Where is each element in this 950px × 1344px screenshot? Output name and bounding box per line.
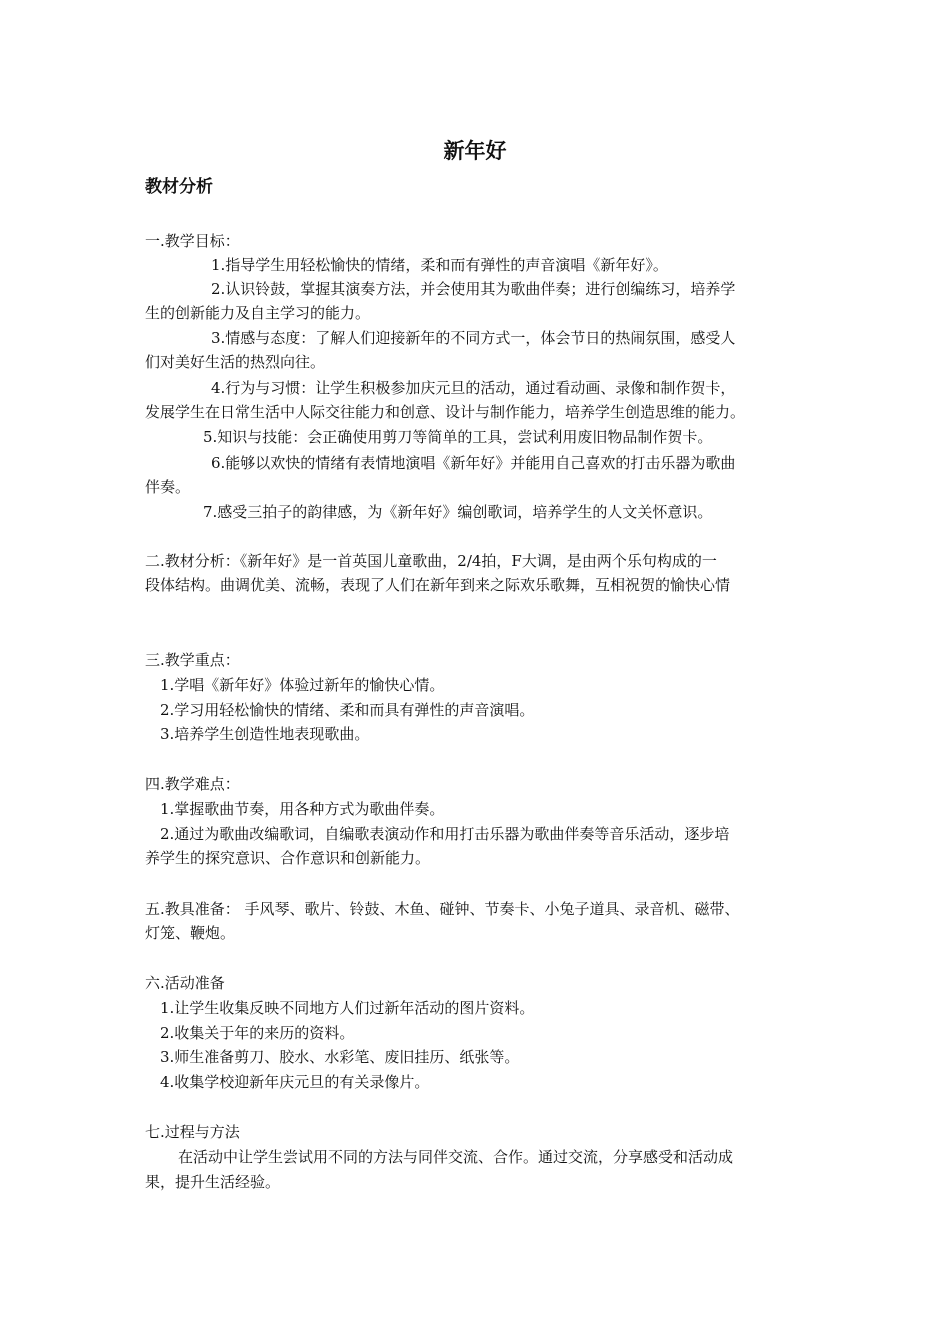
difficulty-line: 2.通过为歌曲改编歌词，自编歌表演动作和用打击乐器为歌曲伴奏等音乐活动，逐步培	[160, 825, 730, 843]
section-heading-process: 七.过程与方法	[145, 1123, 240, 1141]
analysis-line: 二.教材分析：《新年好》是一首英国儿童歌曲，2/4拍，F大调，是由两个乐句构成的一	[145, 552, 717, 570]
difficulty-line: 养学生的探究意识、合作意识和创新能力。	[145, 849, 431, 867]
process-line: 在活动中让学生尝试用不同的方法与同伴交流、合作。通过交流，分享感受和活动成	[178, 1148, 734, 1166]
key-point-item: 3.培养学生创造性地表现歌曲。	[160, 725, 370, 743]
section-heading-key-points: 三.教学重点：	[145, 651, 240, 669]
objective-line: 发展学生在日常生活中人际交往能力和创意、设计与制作能力，培养学生创造思维的能力。	[145, 403, 746, 421]
objective-line: 3.情感与态度：了解人们迎接新年的不同方式一，体会节日的热闹氛围，感受人	[211, 329, 736, 347]
objective-line: 伴奏。	[145, 478, 191, 496]
key-point-item: 1.学唱《新年好》体验过新年的愉快心情。	[160, 676, 445, 694]
difficulty-line: 1.掌握歌曲节奏，用各种方式为歌曲伴奏。	[160, 800, 445, 818]
section-heading-objectives: 一.教学目标：	[145, 232, 240, 250]
materials-line: 灯笼、鞭炮。	[145, 924, 236, 942]
document-title: 新年好	[443, 139, 507, 163]
objective-line: 7.感受三拍子的韵律感，为《新年好》编创歌词，培养学生的人文关怀意识。	[203, 503, 713, 521]
objective-line: 生的创新能力及自主学习的能力。	[145, 304, 371, 322]
objective-line: 们对美好生活的热烈向往。	[145, 353, 326, 371]
activity-prep-item: 4.收集学校迎新年庆元旦的有关录像片。	[160, 1073, 430, 1091]
analysis-line: 段体结构。曲调优美、流畅，表现了人们在新年到来之际欢乐歌舞，互相祝贺的愉快心情	[145, 576, 731, 594]
objective-line: 1.指导学生用轻松愉快的情绪，柔和而有弹性的声音演唱《新年好》。	[211, 256, 668, 274]
materials-line: 五.教具准备： 手风琴、歌片、铃鼓、木鱼、碰钟、节奏卡、小兔子道具、录音机、磁带、	[145, 900, 740, 918]
activity-prep-item: 2.收集关于年的来历的资料。	[160, 1024, 355, 1042]
activity-prep-item: 1.让学生收集反映不同地方人们过新年活动的图片资料。	[160, 999, 535, 1017]
section-heading-activity-prep: 六.活动准备	[145, 974, 225, 992]
objective-line: 6.能够以欢快的情绪有表情地演唱《新年好》并能用自己喜欢的打击乐器为歌曲	[211, 454, 736, 472]
document-subtitle: 教材分析	[145, 177, 213, 197]
process-line: 果，提升生活经验。	[145, 1173, 281, 1191]
activity-prep-item: 3.师生准备剪刀、胶水、水彩笔、废旧挂历、纸张等。	[160, 1048, 520, 1066]
objective-line: 4.行为与习惯：让学生积极参加庆元旦的活动，通过看动画、录像和制作贺卡，	[211, 379, 736, 397]
objective-line: 2.认识铃鼓，掌握其演奏方法，并会使用其为歌曲伴奏；进行创编练习，培养学	[211, 280, 736, 298]
section-heading-difficulties: 四.教学难点：	[145, 775, 240, 793]
objective-line: 5.知识与技能：会正确使用剪刀等简单的工具，尝试利用废旧物品制作贺卡。	[203, 428, 713, 446]
key-point-item: 2.学习用轻松愉快的情绪、柔和而具有弹性的声音演唱。	[160, 701, 535, 719]
